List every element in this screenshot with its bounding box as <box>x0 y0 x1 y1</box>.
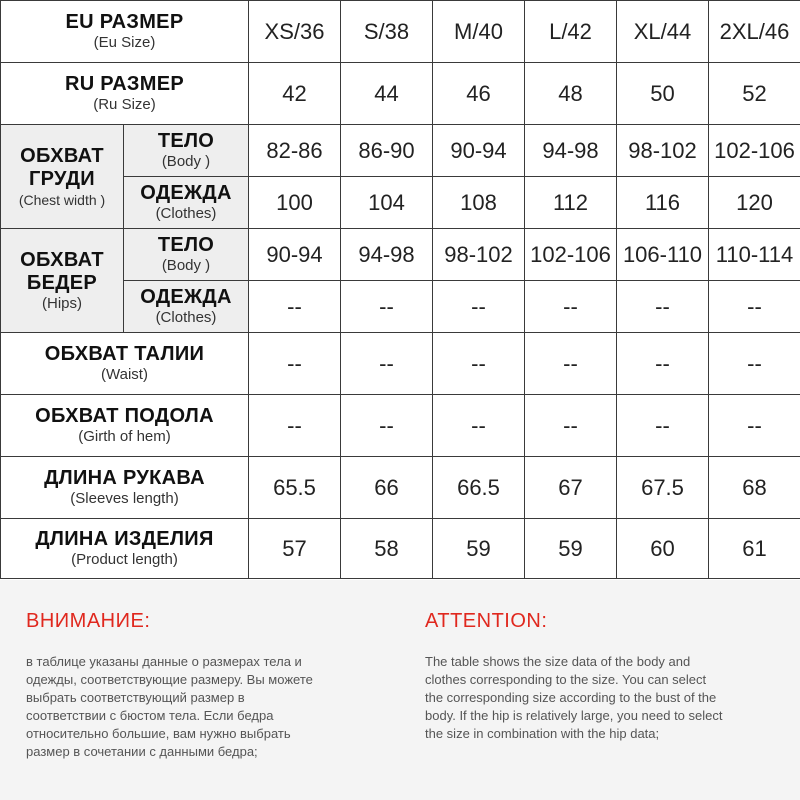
chest-label-line1: ОБХВАТ <box>20 144 104 167</box>
hips-body-value: 94-98 <box>341 229 433 281</box>
hips-label-line2: БЕДЕР <box>26 271 98 294</box>
length-value: 61 <box>709 519 800 579</box>
sleeve-sublabel: (Sleeves length) <box>70 490 179 507</box>
sleeve-value: 66.5 <box>433 457 525 519</box>
attention-en-text: The table shows the size data of the body and clothes corresponding to the size. You can select the corresponding size according to the bust of the body. If the hip is relatively large, you need to select the size in combination with the hip data; <box>425 654 723 741</box>
sleeve-value: 66 <box>341 457 433 519</box>
hips-body-value: 102-106 <box>525 229 617 281</box>
row-eu-size <box>1 1 800 63</box>
ru-size-value: 46 <box>433 63 525 125</box>
waist-value: -- <box>341 333 433 395</box>
eu-size-value: L/42 <box>525 1 617 63</box>
sleeve-value: 68 <box>709 457 800 519</box>
chest-clothes-value: 120 <box>709 177 800 229</box>
hips-body-label-cell <box>124 229 249 281</box>
ru-size-value: 42 <box>249 63 341 125</box>
chest-body-label-cell <box>124 125 249 177</box>
chest-clothes-value: 112 <box>525 177 617 229</box>
chest-sublabel: (Chest width ) <box>18 191 106 208</box>
ru-size-value: 48 <box>525 63 617 125</box>
chest-clothes-sublabel: (Clothes) <box>155 205 217 222</box>
hips-clothes-label: ОДЕЖДА <box>140 286 232 308</box>
hips-body-value: 90-94 <box>249 229 341 281</box>
ru-size-value: 50 <box>617 63 709 125</box>
hips-clothes-label-cell <box>124 281 249 333</box>
length-label-cell <box>1 519 249 579</box>
chest-body-value: 82-86 <box>249 125 341 177</box>
row-sleeve <box>1 457 800 519</box>
hips-clothes-value: -- <box>249 281 341 333</box>
ru-size-label: RU РАЗМЕР <box>64 73 185 95</box>
waist-value: -- <box>709 333 800 395</box>
ru-size-sublabel: (Ru Size) <box>93 96 156 113</box>
length-value: 60 <box>617 519 709 579</box>
hips-body-value: 98-102 <box>433 229 525 281</box>
chest-clothes-label: ОДЕЖДА <box>140 182 232 204</box>
waist-value: -- <box>617 333 709 395</box>
waist-label: ОБХВАТ ТАЛИИ <box>44 343 205 365</box>
chest-label-line2: ГРУДИ <box>29 167 95 190</box>
eu-size-label: EU РАЗМЕР <box>65 11 184 33</box>
waist-value: -- <box>249 333 341 395</box>
ru-size-value: 52 <box>709 63 800 125</box>
sleeve-value: 67.5 <box>617 457 709 519</box>
chest-body-label: ТЕЛО <box>157 130 215 152</box>
row-product-length <box>1 519 800 579</box>
waist-value: -- <box>525 333 617 395</box>
chest-body-sublabel: (Body ) <box>161 153 211 170</box>
attention-section <box>0 580 800 800</box>
chest-clothes-value: 108 <box>433 177 525 229</box>
attention-ru-block <box>26 610 376 761</box>
chest-label-cell <box>1 125 124 229</box>
hips-body-label: ТЕЛО <box>157 234 215 256</box>
hips-body-value: 106-110 <box>617 229 709 281</box>
length-value: 58 <box>341 519 433 579</box>
length-sublabel: (Product length) <box>71 551 178 568</box>
row-chest-body <box>1 125 800 177</box>
attention-ru-title: ВНИМАНИЕ: <box>26 610 151 632</box>
hem-value: -- <box>709 395 800 457</box>
hips-body-sublabel: (Body ) <box>161 257 211 274</box>
chest-clothes-value: 100 <box>249 177 341 229</box>
waist-label-cell <box>1 333 249 395</box>
hips-clothes-sublabel: (Clothes) <box>155 309 217 326</box>
ru-size-value: 44 <box>341 63 433 125</box>
attention-en-block <box>425 610 780 743</box>
length-value: 57 <box>249 519 341 579</box>
length-value: 59 <box>433 519 525 579</box>
eu-size-value: XL/44 <box>617 1 709 63</box>
hips-clothes-value: -- <box>709 281 800 333</box>
chest-body-value: 98-102 <box>617 125 709 177</box>
hips-clothes-value: -- <box>433 281 525 333</box>
hem-value: -- <box>433 395 525 457</box>
hem-value: -- <box>617 395 709 457</box>
hips-label-cell <box>1 229 124 333</box>
sleeve-value: 65.5 <box>249 457 341 519</box>
row-ru-size <box>1 63 800 125</box>
eu-size-value: 2XL/46 <box>709 1 800 63</box>
length-label: ДЛИНА ИЗДЕЛИЯ <box>35 528 214 550</box>
sleeve-value: 67 <box>525 457 617 519</box>
hips-clothes-value: -- <box>617 281 709 333</box>
eu-size-sublabel: (Eu Size) <box>93 34 156 51</box>
waist-sublabel: (Waist) <box>101 366 148 383</box>
hips-label-line1: ОБХВАТ <box>20 248 104 271</box>
row-hem <box>1 395 800 457</box>
chest-clothes-value: 116 <box>617 177 709 229</box>
hem-value: -- <box>249 395 341 457</box>
attention-ru-text: в таблице указаны данные о размерах тела и одежды, соответствующие размеру. Вы можете выбрать соответствующий размер в соответствии с бюстом тела. Если бедра относительно большие, вам нужно выбрать размер в сочетании с данными бедра; <box>26 654 313 759</box>
chest-clothes-label-cell <box>124 177 249 229</box>
waist-value: -- <box>433 333 525 395</box>
hips-sublabel: (Hips) <box>42 294 82 312</box>
hem-sublabel: (Girth of hem) <box>78 428 171 445</box>
hem-value: -- <box>341 395 433 457</box>
eu-size-value: XS/36 <box>249 1 341 63</box>
ru-size-label-cell <box>1 63 249 125</box>
chest-body-value: 102-106 <box>709 125 800 177</box>
chest-body-value: 86-90 <box>341 125 433 177</box>
row-waist <box>1 333 800 395</box>
hips-clothes-value: -- <box>341 281 433 333</box>
chest-body-value: 90-94 <box>433 125 525 177</box>
eu-size-value: S/38 <box>341 1 433 63</box>
hem-label-cell <box>1 395 249 457</box>
sleeve-label: ДЛИНА РУКАВА <box>44 467 205 489</box>
hips-body-value: 110-114 <box>709 229 800 281</box>
eu-size-label-cell <box>1 1 249 63</box>
hips-clothes-value: -- <box>525 281 617 333</box>
length-value: 59 <box>525 519 617 579</box>
attention-en-title: ATTENTION: <box>425 610 548 632</box>
hem-value: -- <box>525 395 617 457</box>
row-hips-body <box>1 229 800 281</box>
chest-clothes-value: 104 <box>341 177 433 229</box>
hem-label: ОБХВАТ ПОДОЛА <box>35 405 214 427</box>
eu-size-value: M/40 <box>433 1 525 63</box>
chest-body-value: 94-98 <box>525 125 617 177</box>
sleeve-label-cell <box>1 457 249 519</box>
